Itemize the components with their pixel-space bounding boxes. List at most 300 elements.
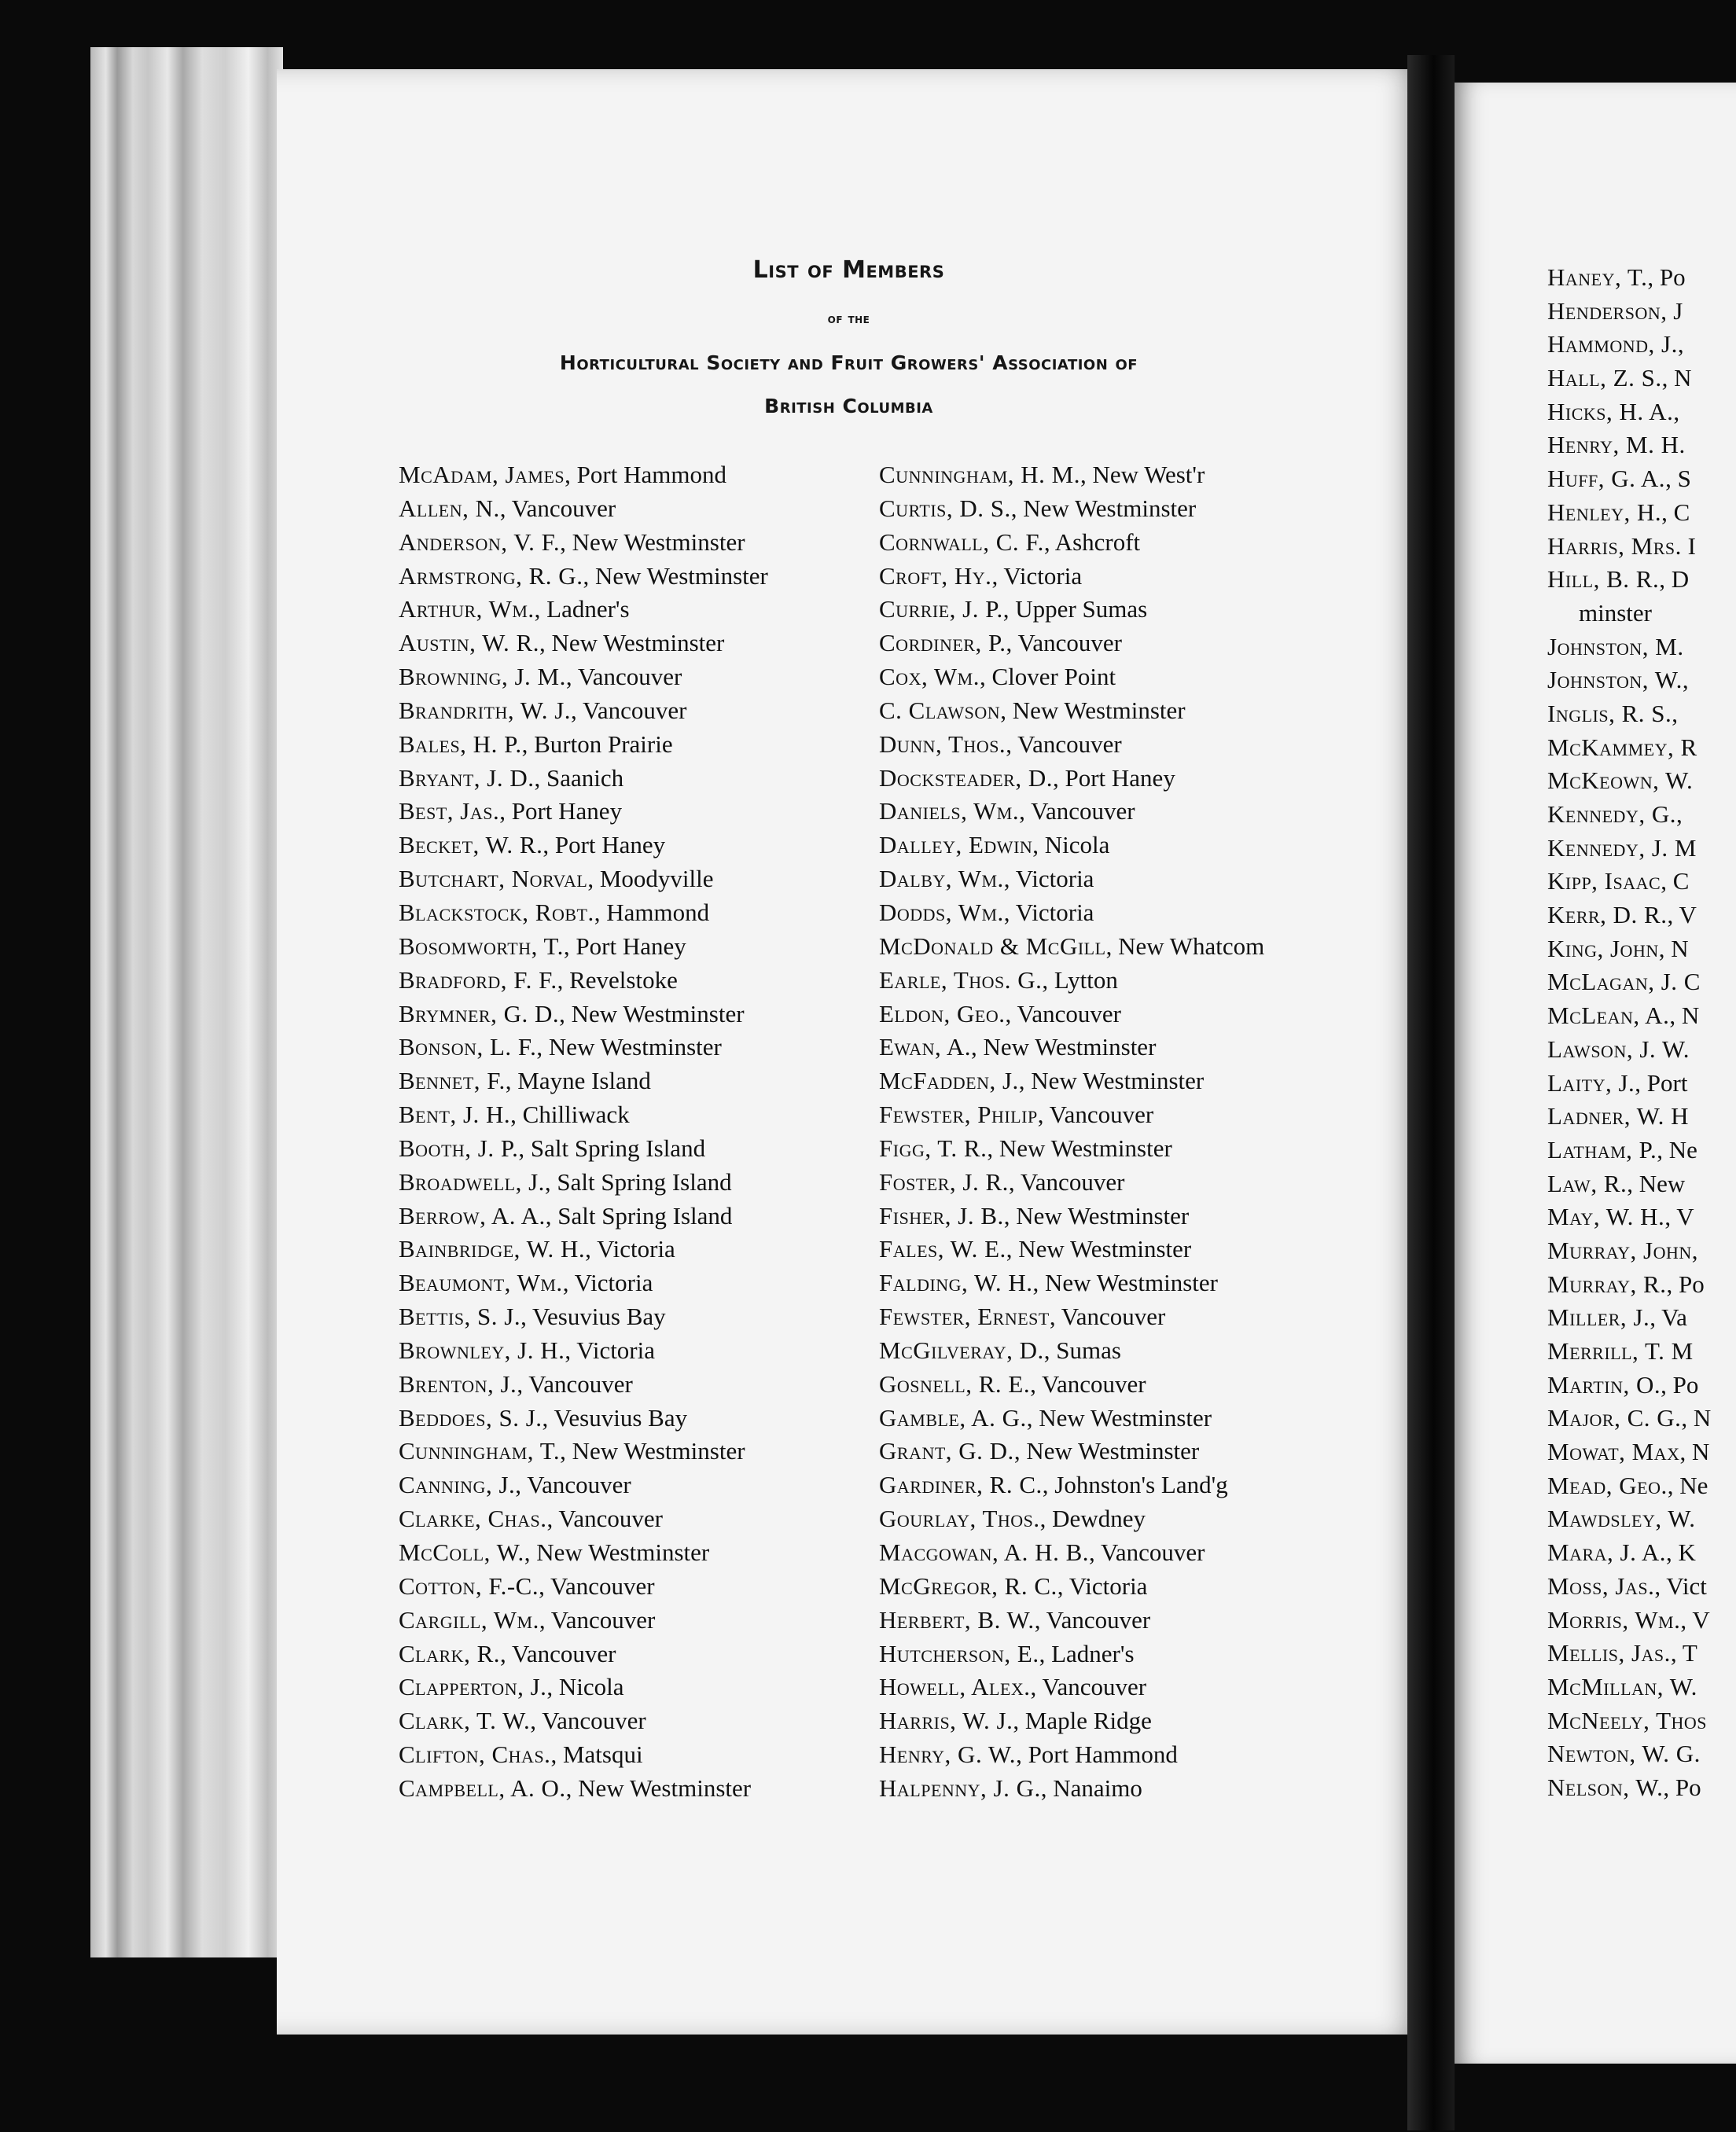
member-entry: [1547, 932, 1711, 966]
member-location: , Nicola: [1032, 831, 1110, 859]
member-location: , Po: [1666, 1270, 1705, 1298]
member-entry: [879, 1132, 1264, 1166]
member-entry: [1547, 1100, 1711, 1134]
member-name: Armstrong, R. G.: [399, 561, 583, 590]
member-location: , Po: [1661, 1370, 1699, 1399]
member-entry: [879, 492, 1264, 526]
member-name: McDonald & McGill: [879, 932, 1106, 960]
member-location: , Dewdney: [1039, 1505, 1146, 1533]
member-entry: [879, 1402, 1264, 1435]
member-name: Cargill, Wm.: [399, 1605, 539, 1634]
member-name: Bennet, F.: [399, 1067, 506, 1095]
member-location: ,: [1673, 397, 1680, 425]
member-location: , New Westminster: [560, 527, 745, 556]
member-entry: [399, 627, 768, 660]
member-location: , N: [1661, 364, 1692, 392]
member-name: Becket, W. R.: [399, 831, 543, 859]
member-name: Murray, John: [1547, 1236, 1692, 1264]
member-name: McGregor, R. C.: [879, 1571, 1057, 1600]
member-entry: [399, 795, 768, 829]
member-entry: [1547, 395, 1711, 429]
member-location: , Vancouver: [1030, 1369, 1146, 1398]
member-location: , Port Hammond: [1016, 1741, 1178, 1769]
member-entry: [879, 829, 1264, 862]
member-entry: [1547, 1335, 1711, 1369]
member-entry: [399, 896, 768, 930]
member-name: May, W. H.: [1547, 1203, 1665, 1231]
member-location: , C: [1661, 498, 1690, 526]
member-location: , Port Hammond: [565, 461, 726, 488]
member-entry: [1547, 1200, 1711, 1234]
member-location: , Hammond: [594, 898, 710, 926]
member-entry: [1547, 1704, 1711, 1738]
member-location: , Burton Prairie: [521, 730, 673, 758]
member-location: , Maple Ridge: [1013, 1707, 1152, 1735]
member-location: , Victoria: [991, 561, 1083, 590]
member-entry: [879, 1200, 1264, 1233]
province-name: British Columbia: [764, 395, 933, 417]
member-location: , Victoria: [565, 1336, 656, 1364]
member-name: Clarke, Chas.: [399, 1505, 547, 1533]
member-location: I: [1681, 531, 1696, 560]
member-entry: [879, 1435, 1264, 1469]
member-location: , Vancouver: [515, 1471, 631, 1499]
member-location: , Nicola: [546, 1673, 624, 1701]
member-name: Cox, Wm.: [879, 663, 980, 691]
member-name: Browning, J. M.: [399, 663, 566, 691]
member-entry: [399, 1266, 768, 1300]
member-name: Earle, Thos. G.: [879, 965, 1043, 994]
member-location: ,: [1677, 330, 1684, 358]
member-location: , New Westminster: [1000, 696, 1186, 724]
member-location: , New Westminster: [560, 1437, 745, 1465]
member-name: Booth, J. P.: [399, 1134, 519, 1162]
member-location: , Vancouver: [1006, 629, 1123, 657]
member-entry: [399, 1604, 768, 1638]
member-name: Bales, H. P.: [399, 730, 522, 758]
member-name: Morris, Wm.: [1547, 1605, 1681, 1634]
member-name: Latham, P.: [1547, 1135, 1657, 1163]
member-entry: [1547, 462, 1711, 496]
member-location: , Vancouver: [1049, 1303, 1166, 1331]
member-location: , New West'r: [1079, 461, 1205, 488]
member-location: , C: [1661, 867, 1690, 895]
member-location: , Victoria: [1003, 898, 1094, 926]
member-name: Ewan, A.: [879, 1033, 971, 1061]
member-entry: [399, 1671, 768, 1704]
member-entry: [1547, 1570, 1711, 1604]
member-name: Major, C. G.: [1547, 1404, 1682, 1432]
member-location: , Port Haney: [542, 831, 666, 859]
member-location: , New Westminster: [559, 999, 745, 1027]
member-name: Clark, R.: [399, 1639, 500, 1667]
member-name: Berrow, A. A.: [399, 1201, 546, 1230]
member-entry: [399, 1031, 768, 1064]
member-location: J: [1667, 296, 1683, 325]
member-name: Grant, G. D.: [879, 1437, 1014, 1465]
member-entry: [1547, 362, 1711, 395]
member-location: ,: [1691, 1236, 1698, 1264]
member-entry: [879, 1334, 1264, 1368]
member-entry: [399, 1638, 768, 1671]
member-name: Cordiner, P.: [879, 629, 1006, 657]
member-name: Hill, B. R.: [1547, 565, 1660, 594]
member-location: , Vancouver: [517, 1369, 633, 1398]
member-location: minster: [1579, 598, 1652, 627]
member-entry: [399, 1536, 768, 1570]
member-name: Hall, Z. S.: [1547, 364, 1662, 392]
member-entry: [1547, 1301, 1711, 1335]
member-name: Gamble, A. G.: [879, 1403, 1027, 1432]
member-location: , Vancouver: [546, 1505, 663, 1533]
member-entry: [879, 862, 1264, 896]
member-location: , Victoria: [1057, 1571, 1148, 1600]
member-entry: [399, 1064, 768, 1098]
member-entry: [879, 728, 1264, 762]
member-entry: [1547, 1033, 1711, 1067]
member-name: Broadwell, J.: [399, 1167, 545, 1196]
member-entry: [1547, 731, 1711, 765]
member-name: Brandrith, W. J.: [399, 696, 572, 724]
member-name: Henderson,: [1547, 296, 1668, 325]
member-location: , New Westminster: [1010, 494, 1197, 522]
member-location: , Ashcroft: [1043, 527, 1141, 556]
member-entry: [1547, 496, 1711, 530]
member-location: , New Westminster: [1006, 1235, 1192, 1263]
member-entry: [399, 728, 768, 762]
member-location: , Salt Spring Island: [518, 1134, 706, 1162]
member-location: , Po: [1663, 1773, 1701, 1801]
member-name: Herbert, B. W.: [879, 1605, 1035, 1634]
member-name: Brymner, G. D.: [399, 999, 560, 1027]
member-location: , New Westminster: [565, 1774, 752, 1802]
member-name: Falding, W. H.: [879, 1269, 1033, 1297]
member-entry: [1547, 1402, 1711, 1435]
member-entry: [399, 1300, 768, 1334]
member-entry: [399, 593, 768, 627]
member-entry: [399, 1368, 768, 1402]
member-entry: [879, 1671, 1264, 1704]
member-entry: [1547, 530, 1711, 564]
member-entry: [399, 1098, 768, 1132]
member-name: Mawdsley, W.: [1547, 1505, 1696, 1533]
member-name: Clark, T. W.: [399, 1707, 531, 1735]
member-name: Miller, J.: [1547, 1303, 1650, 1332]
member-location: ,: [1682, 666, 1689, 694]
member-entry: [879, 1266, 1264, 1300]
member-entry: [1547, 630, 1711, 664]
member-entry: [399, 1704, 768, 1738]
member-entry: [879, 1031, 1264, 1064]
member-name: Campbell, A. O.: [399, 1774, 566, 1802]
member-entry: [1547, 563, 1711, 597]
member-name: Kipp, Isaac: [1547, 867, 1661, 895]
member-entry: [399, 998, 768, 1031]
member-location: , New Westminster: [536, 1033, 722, 1061]
member-entry: [1547, 832, 1711, 866]
member-entry: [399, 560, 768, 594]
member-location: , Vancouver: [539, 1605, 656, 1634]
member-location: , Nanaimo: [1040, 1774, 1142, 1802]
member-name: C. Clawson: [879, 696, 1001, 724]
member-entry: [879, 660, 1264, 694]
member-name: Kerr, D. R.: [1547, 901, 1668, 929]
member-location: , Sumas: [1043, 1336, 1121, 1364]
member-name: Cunningham, H. M.: [879, 461, 1080, 488]
member-name: Bettis, S. J.: [399, 1303, 521, 1331]
member-name: Cunningham, T.: [399, 1437, 561, 1465]
member-name: McKeown, W.: [1547, 766, 1694, 795]
member-entry: [879, 1469, 1264, 1502]
member-location: , Vancouver: [1089, 1538, 1205, 1566]
page-subtitle-of-the: of the: [827, 311, 870, 327]
member-location: , New Westminster: [1032, 1269, 1218, 1297]
member-name: Blackstock, Robt.: [399, 898, 594, 926]
member-name: Halpenny, J. G.: [879, 1774, 1041, 1802]
member-entry: [879, 930, 1264, 964]
member-name: Lawson, J. W.: [1547, 1035, 1690, 1063]
member-name: Haney, T.: [1547, 263, 1648, 291]
member-entry: [1547, 597, 1711, 630]
member-name: Inglis, R. S.: [1547, 699, 1672, 727]
member-location: , Ne: [1657, 1135, 1697, 1163]
member-name: Fales, W. E.: [879, 1235, 1006, 1263]
member-name: Dunn, Thos.: [879, 730, 1006, 758]
member-location: , V: [1664, 1203, 1694, 1231]
member-name: McAdam, James: [399, 461, 565, 488]
member-entry: [879, 795, 1264, 829]
member-location: , Port Haney: [499, 797, 623, 825]
member-location: , Revelstoke: [557, 965, 678, 994]
member-name: Best, Jas.: [399, 797, 500, 825]
member-entry: [1547, 1435, 1711, 1469]
member-name: Hicks, H. A.: [1547, 397, 1674, 425]
member-name: Fewster, Ernest: [879, 1303, 1050, 1331]
member-name: Austin, W. R.: [399, 629, 539, 657]
member-name: Martin, O.: [1547, 1370, 1661, 1399]
member-location: , Port Haney: [1052, 763, 1175, 792]
member-location: , Vesuvius Bay: [542, 1403, 688, 1432]
member-entry: [1547, 1134, 1711, 1167]
member-name: Beaumont, Wm.: [399, 1269, 563, 1297]
member-name: Currie, J. P.: [879, 595, 1003, 623]
member-entry: [399, 526, 768, 560]
member-location: , Upper Sumas: [1002, 595, 1148, 623]
member-entry: [879, 1738, 1264, 1772]
member-name: McLagan, J. C: [1547, 968, 1701, 996]
member-location: , Vancouver: [565, 663, 682, 691]
member-name: Hutcherson, E.: [879, 1639, 1039, 1667]
member-name: McFadden, J.: [879, 1067, 1019, 1095]
member-entry: [399, 1772, 768, 1806]
member-entry: [1547, 999, 1711, 1033]
member-entry: [1547, 697, 1711, 731]
book-page-edges: [90, 47, 283, 1957]
member-entry: [1547, 865, 1711, 899]
member-name: Bradford, F. F.: [399, 965, 557, 994]
member-entry: [879, 1502, 1264, 1536]
member-entry: [879, 1536, 1264, 1570]
member-entry: [399, 1469, 768, 1502]
member-name: Kennedy, G.: [1547, 800, 1676, 828]
member-name: Gosnell, R. E.: [879, 1369, 1031, 1398]
member-entry: [1547, 1771, 1711, 1805]
member-entry: [399, 1502, 768, 1536]
member-entry: [1547, 1268, 1711, 1302]
member-name: Bosomworth, T.: [399, 932, 564, 960]
member-entry: [1547, 295, 1711, 329]
member-entry: [399, 694, 768, 728]
member-entry: [399, 829, 768, 862]
society-name: Horticultural Society and Fruit Growers' Association of: [559, 351, 1138, 374]
member-entry: [399, 1435, 768, 1469]
member-location: , Vancouver: [539, 1571, 655, 1600]
member-name: Canning, J.: [399, 1471, 516, 1499]
member-entry: [879, 896, 1264, 930]
member-entry: [879, 762, 1264, 796]
member-entry: [879, 1772, 1264, 1806]
member-location: , Vancouver: [1037, 1101, 1154, 1129]
member-location: , New Westminster: [970, 1033, 1157, 1061]
member-name: Huff, G. A.: [1547, 465, 1666, 493]
member-name: Brenton, J.: [399, 1369, 517, 1398]
member-location: , Vict: [1654, 1571, 1707, 1600]
member-location: , New Westminster: [539, 629, 725, 657]
member-name: Fewster, Philip: [879, 1101, 1038, 1129]
member-location: , Port Haney: [563, 932, 686, 960]
member-location: , Vancouver: [1005, 999, 1122, 1027]
member-entry: [879, 1300, 1264, 1334]
member-location: , New: [1627, 1169, 1686, 1197]
member-entry: [879, 526, 1264, 560]
member-list-left-column: [399, 458, 768, 1806]
member-location: , Vesuvius Bay: [520, 1303, 666, 1331]
member-name: Foster, J. R.: [879, 1167, 1009, 1196]
member-name: Figg, T. R.: [879, 1134, 988, 1162]
member-location: , Vancouver: [530, 1707, 646, 1735]
member-entry: [1547, 798, 1711, 832]
member-name: McMillan, W.: [1547, 1672, 1697, 1700]
member-location: , Moodyville: [587, 865, 714, 893]
member-name: Allen, N.: [399, 494, 500, 522]
member-name: Curtis, D. S.: [879, 494, 1011, 522]
member-entry: [1547, 764, 1711, 798]
member-name: Arthur, Wm.: [399, 595, 535, 623]
member-entry: [399, 1402, 768, 1435]
member-entry: [399, 762, 768, 796]
member-location: , Vancouver: [1019, 797, 1135, 825]
member-entry: [1547, 663, 1711, 697]
member-location: , N: [1681, 1404, 1712, 1432]
member-location: , Salt Spring Island: [545, 1201, 733, 1230]
member-name: Bent, J. H.: [399, 1101, 511, 1129]
member-name: Bryant, J. D.: [399, 763, 535, 792]
member-location: , Vancouver: [1034, 1605, 1151, 1634]
member-entry: [879, 998, 1264, 1031]
member-list-right-page-column: [1547, 261, 1711, 1805]
member-location: , Ladner's: [1039, 1639, 1135, 1667]
member-entry: [1547, 261, 1711, 295]
member-entry: [879, 1570, 1264, 1604]
member-entry: [1547, 1469, 1711, 1503]
member-name: McNeely, Thos: [1547, 1706, 1708, 1734]
member-entry: [1547, 1167, 1711, 1201]
member-entry: [879, 560, 1264, 594]
member-entry: [879, 1704, 1264, 1738]
member-location: , Salt Spring Island: [544, 1167, 732, 1196]
member-entry: [399, 964, 768, 998]
member-location: ,: [1672, 699, 1679, 727]
member-entry: [879, 458, 1264, 492]
member-location: , Vancouver: [500, 1639, 616, 1667]
member-entry: [879, 1233, 1264, 1266]
member-name: Kennedy, J. M: [1547, 833, 1697, 862]
member-location: , Vancouver: [1006, 730, 1122, 758]
member-entry: [1547, 1234, 1711, 1268]
member-entry: [879, 593, 1264, 627]
member-entry: [1547, 1502, 1711, 1536]
member-name: Dodds, Wm.: [879, 898, 1004, 926]
member-name: Gardiner, R. C.: [879, 1471, 1043, 1499]
member-entry: [1547, 899, 1711, 932]
member-location: , New Westminster: [1026, 1403, 1212, 1432]
member-name: McKammey, R: [1547, 733, 1697, 761]
member-name: Bainbridge, W. H.: [399, 1235, 586, 1263]
member-entry: [399, 1334, 768, 1368]
member-name: Anderson, V. F.: [399, 527, 561, 556]
member-name: King, John: [1547, 934, 1659, 962]
member-name: Dalby, Wm.: [879, 865, 1004, 893]
member-location: , Victoria: [585, 1235, 675, 1263]
member-entry: [879, 1638, 1264, 1671]
member-entry: [399, 862, 768, 896]
member-entry: [879, 1604, 1264, 1638]
member-entry: [879, 694, 1264, 728]
member-name: Eldon, Geo.: [879, 999, 1006, 1027]
member-location: , D: [1659, 565, 1690, 594]
member-name: McColl, W.: [399, 1538, 524, 1566]
member-entry: [1547, 428, 1711, 462]
member-entry: [399, 1166, 768, 1200]
member-entry: [399, 1738, 768, 1772]
member-name: Henry, G. W.: [879, 1741, 1017, 1769]
member-entry: [1547, 328, 1711, 362]
member-location: , V: [1667, 901, 1697, 929]
member-entry: [1547, 1671, 1711, 1704]
member-name: Cornwall, C. F.: [879, 527, 1044, 556]
member-name: Mead, Geo.: [1547, 1471, 1668, 1499]
member-name: Law, R.: [1547, 1169, 1628, 1197]
member-location: , Vancouver: [571, 696, 687, 724]
member-name: Mellis, Jas.: [1547, 1639, 1671, 1667]
member-location: , Victoria: [562, 1269, 653, 1297]
member-entry: [1547, 1369, 1711, 1402]
member-entry: [399, 660, 768, 694]
member-location: , Ne: [1667, 1471, 1708, 1499]
member-name: Mowat, Max: [1547, 1438, 1680, 1466]
member-location: , Johnston's Land'g: [1042, 1471, 1228, 1499]
member-entry: [879, 1166, 1264, 1200]
member-name: Murray, R.: [1547, 1270, 1667, 1298]
member-entry: [879, 627, 1264, 660]
member-name: McGilveray, D.: [879, 1336, 1044, 1364]
member-location: , V: [1680, 1605, 1710, 1634]
member-location: , N: [1658, 934, 1689, 962]
member-location: , Clover Point: [979, 663, 1116, 691]
member-entry: [399, 1200, 768, 1233]
member-location: , Va: [1650, 1303, 1687, 1332]
member-location: , Vancouver: [1030, 1673, 1147, 1701]
